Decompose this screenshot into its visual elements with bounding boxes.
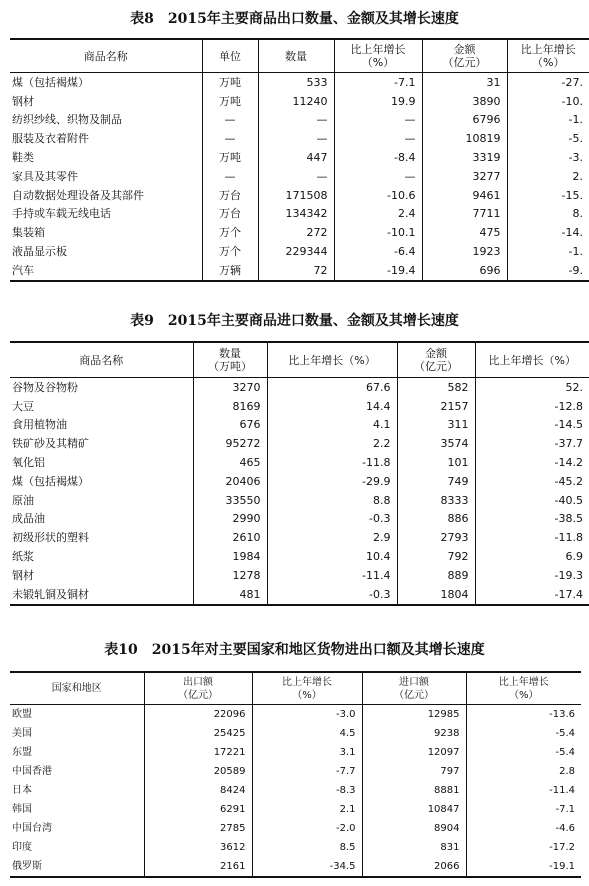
- cell-import: 8881: [362, 781, 466, 800]
- cell-amt-growth: -11.8: [475, 528, 589, 547]
- cell-qty-growth: —: [334, 111, 422, 130]
- cell-commodity: 手持或车载无线电话: [12, 207, 111, 221]
- cell-amt-growth: -19.3: [475, 566, 589, 585]
- cell-commodity: 煤（包括褐煤）: [12, 75, 89, 89]
- table-row: [10, 242, 589, 261]
- cell-commodity: 铁矿砂及其精矿: [12, 437, 89, 451]
- table-row: [10, 566, 589, 585]
- table-row: [10, 819, 581, 838]
- table-row: [10, 378, 589, 397]
- cell-amount: 3277: [422, 167, 507, 186]
- cell-exp-growth: 4.5: [252, 724, 362, 743]
- header-line: （%）: [532, 56, 565, 69]
- cell-commodity: 液晶显示板: [12, 245, 67, 259]
- cell-amt-growth: -5.: [507, 129, 589, 148]
- header-line: 数量: [219, 347, 241, 360]
- cell-import: 8904: [362, 819, 466, 838]
- cell-qty-growth: -0.3: [267, 510, 397, 529]
- cell-amount: 9461: [422, 186, 507, 205]
- table-row: [10, 453, 589, 472]
- table-row: [10, 167, 589, 186]
- cell-imp-growth: -17.2: [466, 838, 581, 857]
- cell-commodity: 初级形状的塑料: [12, 531, 89, 545]
- cell-unit: 万吨: [202, 148, 258, 167]
- cell-export: 22096: [144, 705, 252, 725]
- cell-qty: 533: [258, 73, 334, 92]
- cell-amt-growth: -17.4: [475, 585, 589, 605]
- table-row: [10, 397, 589, 416]
- cell-import: 10847: [362, 800, 466, 819]
- cell-qty-growth: -11.4: [267, 566, 397, 585]
- cell-amount: 7711: [422, 205, 507, 224]
- cell-qty: 95272: [193, 434, 267, 453]
- cell-imp-growth: -5.4: [466, 743, 581, 762]
- col-header-import: [362, 672, 466, 705]
- cell-unit: 万台: [202, 186, 258, 205]
- cell-qty-growth: -29.9: [267, 472, 397, 491]
- cell-qty: 676: [193, 416, 267, 435]
- cell-amt-growth: -14.2: [475, 453, 589, 472]
- cell-commodity: 未锻轧铜及铜材: [12, 587, 89, 601]
- header-line: 出口额: [183, 676, 213, 688]
- cell-export: 6291: [144, 800, 252, 819]
- cell-qty-growth: -10.1: [334, 223, 422, 242]
- cell-qty: 8169: [193, 397, 267, 416]
- cell-qty: 20406: [193, 472, 267, 491]
- table-row: [10, 261, 589, 281]
- cell-amt-growth: -1.: [507, 111, 589, 130]
- header-line: 进口额: [399, 676, 429, 688]
- cell-exp-growth: -3.0: [252, 705, 362, 725]
- cell-export: 2785: [144, 819, 252, 838]
- cell-qty-growth: -19.4: [334, 261, 422, 281]
- cell-import: 12097: [362, 743, 466, 762]
- header-line: 比上年增长: [350, 43, 406, 56]
- col-header-imp-growth: [466, 672, 581, 705]
- col-header-name: 商品名称: [10, 39, 202, 73]
- col-header-unit: 单位: [202, 39, 258, 73]
- cell-commodity: 食用植物油: [12, 418, 67, 432]
- table-row: [10, 800, 581, 819]
- cell-import: 12985: [362, 705, 466, 725]
- cell-qty-growth: —: [334, 129, 422, 148]
- cell-qty: —: [258, 167, 334, 186]
- table-row: [10, 857, 581, 877]
- cell-country: 印度: [12, 842, 32, 853]
- header-line: （%）: [508, 689, 539, 701]
- cell-country: 俄罗斯: [12, 861, 42, 872]
- cell-amount: 749: [397, 472, 475, 491]
- cell-exp-growth: 3.1: [252, 743, 362, 762]
- cell-qty: 1984: [193, 547, 267, 566]
- cell-amount: 3319: [422, 148, 507, 167]
- cell-imp-growth: -13.6: [466, 705, 581, 725]
- table-row: [10, 585, 589, 605]
- cell-unit: 万台: [202, 205, 258, 224]
- cell-qty-growth: -7.1: [334, 73, 422, 92]
- col-header-amt-growth: 比上年增长（%）: [475, 342, 589, 378]
- cell-qty: 447: [258, 148, 334, 167]
- table9-title: 表9 2015年主要商品进口数量、金额及其增长速度: [130, 313, 459, 329]
- cell-amount: 3574: [397, 434, 475, 453]
- cell-amount: 792: [397, 547, 475, 566]
- cell-export: 25425: [144, 724, 252, 743]
- table-row: [10, 434, 589, 453]
- cell-imp-growth: -11.4: [466, 781, 581, 800]
- cell-amt-growth: 2.: [507, 167, 589, 186]
- cell-qty-growth: 10.4: [267, 547, 397, 566]
- cell-qty: 3270: [193, 378, 267, 397]
- cell-exp-growth: -2.0: [252, 819, 362, 838]
- cell-imp-growth: -4.6: [466, 819, 581, 838]
- table-row: [10, 705, 581, 725]
- header-line: （亿元）: [178, 689, 218, 701]
- cell-commodity: 汽车: [12, 263, 34, 277]
- col-header-amount: [397, 342, 475, 378]
- cell-unit: 万个: [202, 223, 258, 242]
- cell-qty-growth: 67.6: [267, 378, 397, 397]
- cell-amt-growth: -38.5: [475, 510, 589, 529]
- header-line: 金额: [453, 43, 476, 56]
- cell-imp-growth: -7.1: [466, 800, 581, 819]
- table-header-row: [10, 39, 589, 73]
- export-commodity-table: [10, 38, 589, 282]
- cell-qty: 134342: [258, 205, 334, 224]
- cell-export: 17221: [144, 743, 252, 762]
- table-row: [10, 781, 581, 800]
- cell-qty: 171508: [258, 186, 334, 205]
- cell-commodity: 原油: [12, 493, 34, 507]
- cell-qty: 72: [258, 261, 334, 281]
- cell-exp-growth: 2.1: [252, 800, 362, 819]
- cell-qty-growth: 4.1: [267, 416, 397, 435]
- cell-export: 8424: [144, 781, 252, 800]
- cell-unit: 万吨: [202, 92, 258, 111]
- cell-commodity: 氧化铝: [12, 456, 45, 470]
- import-commodity-table: [10, 341, 589, 606]
- cell-amt-growth: 8.: [507, 205, 589, 224]
- header-line: （亿元）: [394, 689, 434, 701]
- header-line: 比上年增长: [520, 43, 576, 56]
- cell-qty: 272: [258, 223, 334, 242]
- cell-commodity: 纺织纱线、织物及制品: [12, 113, 122, 127]
- cell-commodity: 钢材: [12, 94, 34, 108]
- country-trade-table: [10, 671, 581, 878]
- table-row: [10, 724, 581, 743]
- cell-amount: 696: [422, 261, 507, 281]
- cell-commodity: 鞋类: [12, 151, 34, 165]
- table-row: [10, 223, 589, 242]
- cell-amount: 6796: [422, 111, 507, 130]
- cell-qty-growth: 2.4: [334, 205, 422, 224]
- cell-amt-growth: -10.: [507, 92, 589, 111]
- col-header-export: [144, 672, 252, 705]
- cell-exp-growth: -34.5: [252, 857, 362, 877]
- table-row: [10, 205, 589, 224]
- cell-unit: 万个: [202, 242, 258, 261]
- cell-country: 中国香港: [12, 766, 52, 777]
- cell-country: 美国: [12, 728, 32, 739]
- cell-country: 欧盟: [12, 709, 32, 720]
- table-row: [10, 510, 589, 529]
- cell-amount: 311: [397, 416, 475, 435]
- col-header-amount: [422, 39, 507, 73]
- cell-qty: —: [258, 111, 334, 130]
- cell-commodity: 钢材: [12, 568, 34, 582]
- table-row: [10, 92, 589, 111]
- table-row: [10, 472, 589, 491]
- cell-amt-growth: -12.8: [475, 397, 589, 416]
- cell-amt-growth: -1.: [507, 242, 589, 261]
- cell-qty: 33550: [193, 491, 267, 510]
- table-header-row: [10, 672, 581, 705]
- cell-amount: 8333: [397, 491, 475, 510]
- cell-qty-growth: 14.4: [267, 397, 397, 416]
- cell-exp-growth: -7.7: [252, 762, 362, 781]
- header-line: （亿元）: [414, 360, 458, 373]
- table-row: [10, 129, 589, 148]
- cell-commodity: 服装及衣着附件: [12, 132, 89, 146]
- cell-country: 韩国: [12, 804, 32, 815]
- table-row: [10, 186, 589, 205]
- cell-commodity: 成品油: [12, 512, 45, 526]
- table-header-row: [10, 342, 589, 378]
- cell-qty: —: [258, 129, 334, 148]
- cell-amt-growth: 6.9: [475, 547, 589, 566]
- cell-imp-growth: -5.4: [466, 724, 581, 743]
- cell-amt-growth: -14.5: [475, 416, 589, 435]
- cell-amount: 2157: [397, 397, 475, 416]
- cell-country: 东盟: [12, 747, 32, 758]
- header-line: 金额: [425, 347, 447, 360]
- col-header-qty: [193, 342, 267, 378]
- cell-qty-growth: -6.4: [334, 242, 422, 261]
- cell-export: 20589: [144, 762, 252, 781]
- cell-amt-growth: -45.2: [475, 472, 589, 491]
- cell-commodity: 集装箱: [12, 226, 45, 240]
- cell-imp-growth: 2.8: [466, 762, 581, 781]
- cell-import: 2066: [362, 857, 466, 877]
- table-row: [10, 547, 589, 566]
- cell-amt-growth: 52.: [475, 378, 589, 397]
- cell-amount: 582: [397, 378, 475, 397]
- header-line: （%）: [361, 56, 395, 69]
- table-row: [10, 838, 581, 857]
- cell-amount: 3890: [422, 92, 507, 111]
- col-header-qty-growth: 比上年增长（%）: [267, 342, 397, 378]
- cell-amount: 889: [397, 566, 475, 585]
- cell-amount: 1923: [422, 242, 507, 261]
- cell-export: 2161: [144, 857, 252, 877]
- cell-country: 日本: [12, 785, 32, 796]
- cell-exp-growth: 8.5: [252, 838, 362, 857]
- cell-qty-growth: -8.4: [334, 148, 422, 167]
- cell-amount: 10819: [422, 129, 507, 148]
- cell-exp-growth: -8.3: [252, 781, 362, 800]
- cell-amount: 475: [422, 223, 507, 242]
- cell-amt-growth: -37.7: [475, 434, 589, 453]
- cell-amount: 101: [397, 453, 475, 472]
- col-header-qty-growth: [334, 39, 422, 73]
- header-line: 比上年增长: [282, 676, 332, 688]
- header-line: 比上年增长: [498, 676, 549, 688]
- header-line: （万吨）: [208, 360, 252, 373]
- cell-unit: —: [202, 111, 258, 130]
- cell-amt-growth: -15.: [507, 186, 589, 205]
- cell-unit: 万吨: [202, 73, 258, 92]
- table-row: [10, 743, 581, 762]
- cell-commodity: 家具及其零件: [12, 169, 78, 183]
- table-row: [10, 148, 589, 167]
- cell-qty-growth: 8.8: [267, 491, 397, 510]
- cell-qty: 2610: [193, 528, 267, 547]
- cell-qty-growth: —: [334, 167, 422, 186]
- cell-qty-growth: -11.8: [267, 453, 397, 472]
- cell-country: 中国台湾: [12, 823, 52, 834]
- cell-commodity: 谷物及谷物粉: [12, 380, 78, 394]
- cell-import: 797: [362, 762, 466, 781]
- cell-unit: —: [202, 129, 258, 148]
- table-row: [10, 762, 581, 781]
- col-header-amt-growth: [507, 39, 589, 73]
- cell-imp-growth: -19.1: [466, 857, 581, 877]
- cell-qty-growth: -10.6: [334, 186, 422, 205]
- cell-qty: 11240: [258, 92, 334, 111]
- col-header-name: 国家和地区: [10, 672, 144, 705]
- cell-qty: 481: [193, 585, 267, 605]
- cell-qty-growth: -0.3: [267, 585, 397, 605]
- cell-amount: 886: [397, 510, 475, 529]
- cell-amount: 2793: [397, 528, 475, 547]
- table-row: [10, 528, 589, 547]
- cell-commodity: 大豆: [12, 399, 34, 413]
- cell-qty-growth: 2.9: [267, 528, 397, 547]
- cell-qty: 2990: [193, 510, 267, 529]
- table10-title: 表10 2015年对主要国家和地区货物进出口额及其增长速度: [104, 642, 485, 658]
- header-line: （%）: [292, 689, 322, 701]
- cell-qty: 229344: [258, 242, 334, 261]
- cell-amount: 1804: [397, 585, 475, 605]
- header-line: （亿元）: [442, 56, 487, 69]
- table-row: [10, 416, 589, 435]
- cell-qty: 1278: [193, 566, 267, 585]
- cell-qty-growth: 19.9: [334, 92, 422, 111]
- col-header-name: 商品名称: [10, 342, 193, 378]
- cell-commodity: 纸浆: [12, 550, 34, 564]
- cell-commodity: 自动数据处理设备及其部件: [12, 188, 144, 202]
- cell-qty: 465: [193, 453, 267, 472]
- cell-import: 9238: [362, 724, 466, 743]
- cell-amount: 31: [422, 73, 507, 92]
- cell-commodity: 煤（包括褐煤）: [12, 474, 89, 488]
- table-row: [10, 111, 589, 130]
- cell-unit: —: [202, 167, 258, 186]
- cell-amt-growth: -14.: [507, 223, 589, 242]
- col-header-qty: 数量: [258, 39, 334, 73]
- cell-qty-growth: 2.2: [267, 434, 397, 453]
- col-header-exp-growth: [252, 672, 362, 705]
- cell-amt-growth: -27.: [507, 73, 589, 92]
- cell-amt-growth: -9.: [507, 261, 589, 281]
- cell-amt-growth: -3.: [507, 148, 589, 167]
- table-row: [10, 73, 589, 92]
- cell-unit: 万辆: [202, 261, 258, 281]
- table-row: [10, 491, 589, 510]
- cell-import: 831: [362, 838, 466, 857]
- cell-amt-growth: -40.5: [475, 491, 589, 510]
- cell-export: 3612: [144, 838, 252, 857]
- table8-title: 表8 2015年主要商品出口数量、金额及其增长速度: [130, 11, 459, 27]
